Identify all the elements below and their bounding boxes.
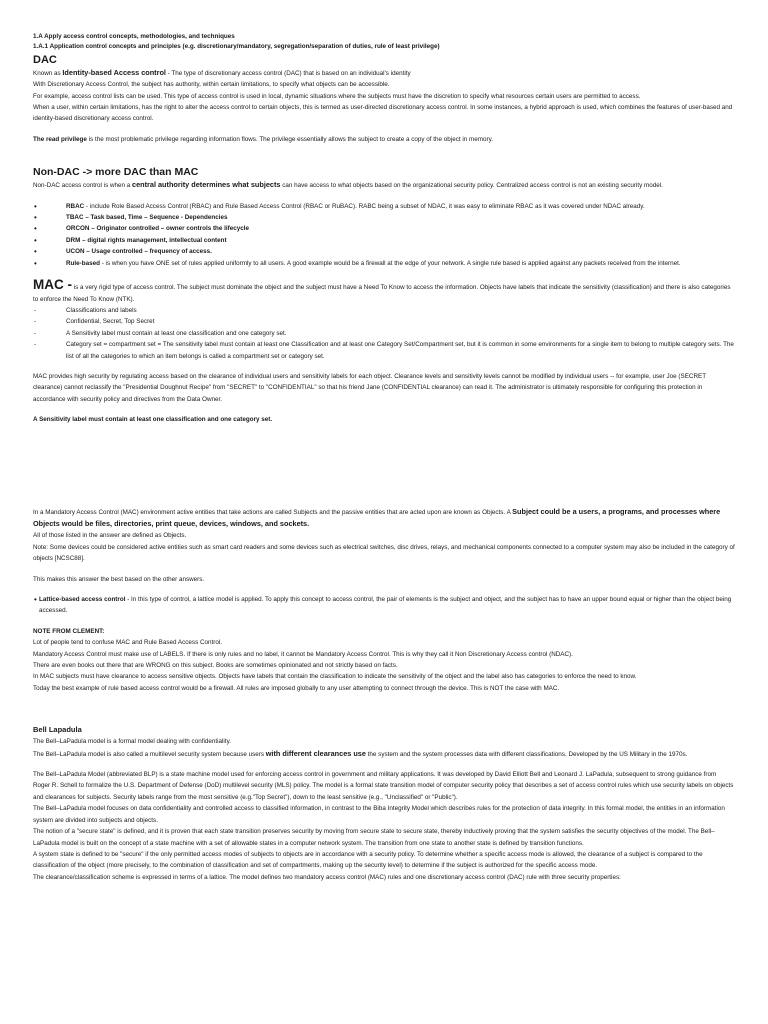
dac-known-as: Known as Identity-based Access control - The type of discretionary access control (DAC) that is based on an individual's identity xyxy=(33,67,411,77)
list-item: - Classifications and labels xyxy=(33,305,735,316)
mac-intro: MAC - is a very rigid type of access control. The subject must dominate the object and the subject must have a Need To Know to access the information. Objects have labels that indicate the sensitivity (classification) and there is also categories to enforce the Need To Know (NTK). xyxy=(33,277,731,303)
list-item: • Rule-based - is when you have ONE set of rules applied uniformly to all users. A good example would be a firewall at the edge of your network. A single rule based is applied against any packets received from the internet. xyxy=(33,258,735,269)
list-item: • TBAC – Task based, Time – Sequence - Dependencies xyxy=(33,212,735,223)
note-line: Today the best example of rule based access control would be a firewall. All rules are imposed globally to any user attempting to connect through the device. This is NOT the case with MAC. xyxy=(33,684,560,692)
mac-heading: MAC - xyxy=(33,277,72,293)
blp-heading: Bell Lapadula xyxy=(33,725,82,735)
mac-environment: In a Mandatory Access Control (MAC) environment active entities that take actions are called Subjects and the passive entities that are acted upon are known as Objects. A Subject could be a users, a programs, and processes where Objects would be files, directories, print queue, devices, windows, and sockets. xyxy=(33,506,721,528)
dac-paragraph: For example, access control lists can be used. This type of access control is used in local, dynamic situations where the subjects must have the discretion to specify what resources certain users are permitted to access. xyxy=(33,92,641,100)
list-item: • RBAC - include Role Based Access Control (RBAC) and Rule Based Access Control (RBAC or RuBAC). RABC being a subset of NDAC, it was easy to eliminate RBAC as it was covered under NDAC already. xyxy=(33,201,735,212)
blp-paragraph: The clearance/classification scheme is expressed in terms of a lattice. The model defines two mandatory access control (MAC) rules and one discretionary access control (DAC) rule with three security properties: xyxy=(33,873,621,881)
dac-paragraph: With Discretionary Access Control, the subject has authority, within certain limitations, to specify what objects can be accessible. xyxy=(33,81,390,89)
note-line: There are even books out there that are WRONG on this subject. Books are sometimes opinionated and not strictly based on facts. xyxy=(33,662,398,670)
list-item: • Lattice-based access control - In this type of control, a lattice model is applied. To apply this concept to access control, the pair of elements is the subject and object, and the subject has to have an upper bound equal or higher than the object being accessed. xyxy=(33,594,735,617)
mac-note: Note: Some devices could be considered active entities such as smart card readers and some devices such as electrical switches, disc drives, relays, and mechanical components connected to a computer system may also be included in the category of objects [NCSC88]. xyxy=(33,543,735,563)
mac-paragraph: All of those listed in the answer are defined as Objects. xyxy=(33,532,187,540)
list-item: • UCON – Usage controlled – frequency of access. xyxy=(33,246,735,257)
dac-read-privilege: The read privilege is the most problematic privilege regarding information flows. The privilege essentially allows the subject to create a copy of the object in memory. xyxy=(33,135,494,143)
mac-paragraph: MAC provides high security by regulating access based on the clearance of individual users and sensitivity labels for each object. Clearance levels and sensitivity levels cannot be modified by individual users -- for example, user Joe (SECRET clearance) cannot reclassify the "Presidential Doughnut Recipe" from "SECRET" to "CONFIDENTIAL" so that his friend Jane (CONFIDENTIAL clearance) can read it. The administrator is ultimately responsible for configuring this protection in accordance with security policy and directives from the Data Owner. xyxy=(33,372,706,403)
note-line: Lot of people tend to confuse MAC and Rule Based Access Control. xyxy=(33,639,223,647)
mac-dash-list xyxy=(33,305,735,362)
blp-paragraph: The Bell–LaPadula model is a formal model dealing with confidentiality. xyxy=(33,738,231,746)
blp-paragraph: The Bell–LaPadula Model (abbreviated BLP) is a state machine model used for enforcing access control in government and military applications. It was developed by David Elliott Bell and Leonard J. LaPadula, subsequent to strong guidance from Roger R. Schell to formalize the U.S. Department of Defense (DoD) multilevel security (MLS) policy. The model is a formal state transition model of computer security policy that describes a set of access control rules which use security labels on objects and clearances for subjects. Security labels range from the most sensitive (e.g."Top Secret"), down to the least sensitive (e.g., "Unclassified" or "Public"). xyxy=(33,771,734,801)
blp-paragraph: The Bell–LaPadula model focuses on data confidentiality and controlled access to classified information, in contrast to the Biba Integrity Model which describes rules for the protection of data integrity. In this formal model, the entities in an information system are divided into subjects and objects. xyxy=(33,805,725,824)
note-line: In MAC subjects must have clearance to access sensitive objects. Objects have labels that contain the classification to indicate the sensitivity of the object and the label also has categories to enforce the need to know. xyxy=(33,673,637,681)
list-item: • DRM – digital rights management, intellectual content xyxy=(33,235,735,246)
note-title: NOTE FROM CLEMENT: xyxy=(33,627,105,635)
section-header-2: 1.A.1 Application control concepts and principles (e.g. discretionary/mandatory, segregation/separation of duties, rule of least privilege) xyxy=(33,43,440,51)
mac-paragraph: This makes this answer the best based on the other answers. xyxy=(33,575,205,583)
blp-paragraph: The notion of a "secure state" is defined, and it is proven that each state transition preserves security by moving from secure state to secure state, thereby inductively proving that the system satisfies the security objectives of the model. The Bell–LaPadula model is built on the concept of a state machine with a set of allowable states in a computer network system. The transition from one state to another state is defined by transition functions. xyxy=(33,828,715,847)
section-header-1: 1.A Apply access control concepts, methodologies, and techniques xyxy=(33,33,235,40)
list-item: - Confidential, Secret, Top Secret xyxy=(33,316,735,327)
lattice-list xyxy=(33,594,735,617)
document-page xyxy=(33,32,735,883)
list-item: - A Sensitivity label must contain at least one classification and one category set. xyxy=(33,328,735,339)
list-item: • ORCON – Originator controlled – owner controls the lifecycle xyxy=(33,223,735,234)
note-line: Mandatory Access Control must make use of LABELS. If there is only rules and no label, it cannot be Mandatory Access Control. This is why they call it Non Discretionary Access control (NDAC). xyxy=(33,650,573,658)
dac-heading: DAC xyxy=(33,53,57,66)
dac-paragraph: When a user, within certain limitations, has the right to alter the access control to certain objects, this is termed as user-directed discretionary access control. In some instances, a hybrid approach is used, which combines the features of user-based and identity-based discretionary access control. xyxy=(33,104,733,123)
nondac-intro: Non-DAC access control is when a central authority determines what subjects can have access to what objects based on the organizational security policy. Centralized access control is not an existing security model. xyxy=(33,180,663,190)
blp-paragraph: A system state is defined to be "secure" if the only permitted access modes of subjects to objects are in accordance with a security policy. To determine whether a specific access mode is allowed, the clearance of a subject is compared to the classification of the object (more precisely, to the combination of classification and set of compartments, making up the security level) to determine if the subject is authorized for the specific access mode. xyxy=(33,850,703,870)
nondac-list xyxy=(33,201,735,269)
blp-paragraph: The Bell–LaPadula model is also called a multilevel security system because users with different clearances use the system and the system processes data with different classifications. Developed by the US Military in the 1970s. xyxy=(33,748,688,758)
nondac-heading: Non-DAC -> more DAC than MAC xyxy=(33,166,199,179)
list-item: - Category set = compartment set = The sensitivity label must contain at least one Classification and at least one Category Set/Compartment set, but it is common in some environments for a single item to belong to multiple category sets. The list of all the categories to which an item belongs is called a compartment set or category set. xyxy=(33,339,735,362)
mac-label-statement: A Sensitivity label must contain at least one classification and one category set. xyxy=(33,416,273,424)
